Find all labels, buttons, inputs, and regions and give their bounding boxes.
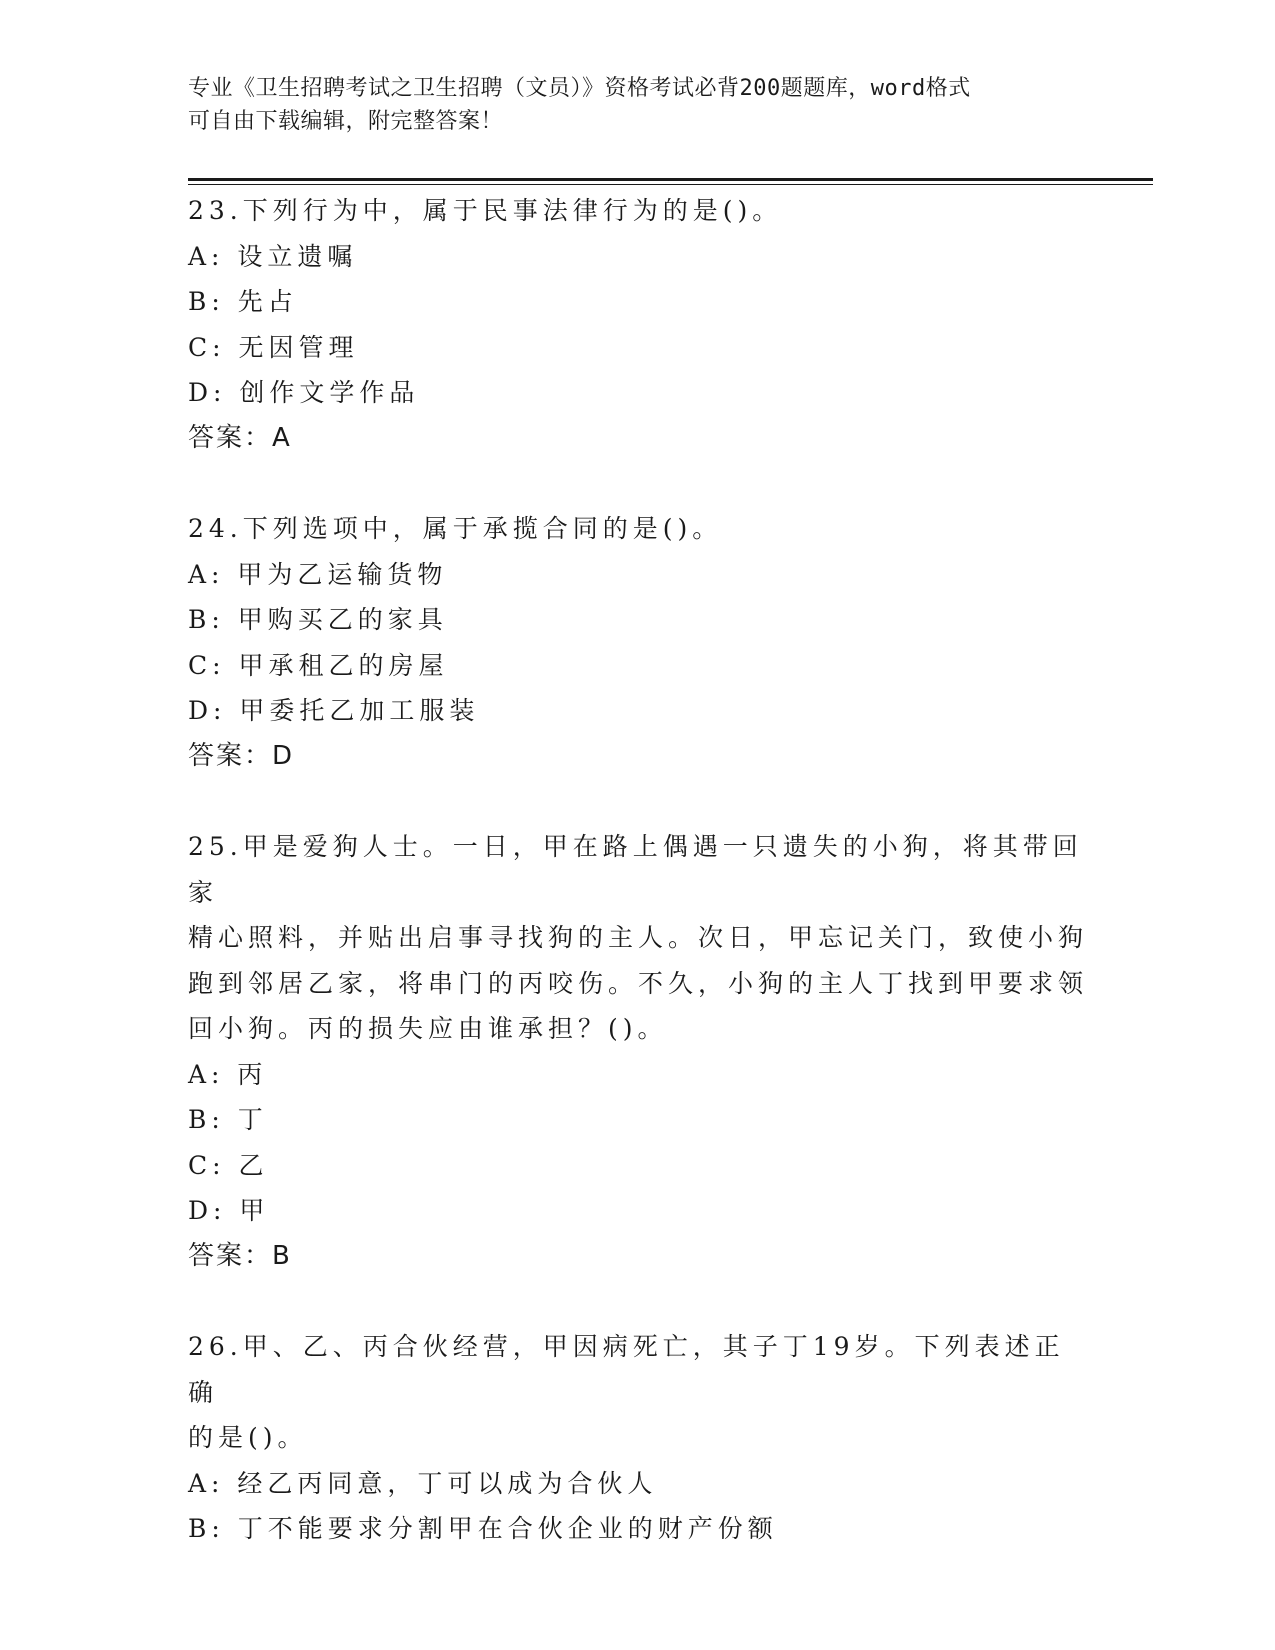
question-text-line-3: 跑到邻居乙家，将串门的丙咬伤。不久，小狗的主人丁找到甲要求领 (188, 968, 1089, 998)
question-23 (188, 188, 1088, 461)
header-line-2: 可自由下载编辑，附完整答案！ (188, 109, 504, 134)
answer: 答案：B (188, 1240, 292, 1271)
answer: 答案：A (188, 422, 292, 453)
question-24 (188, 506, 1088, 779)
answer: 答案：D (188, 740, 295, 771)
option-b: B: 丁不能要求分割甲在合伙企业的财产份额 (188, 1514, 778, 1543)
option-d: D: 甲委托乙加工服装 (188, 696, 480, 725)
option-a: A: 丙 (188, 1059, 268, 1089)
question-text-line-1: 26.甲、乙、丙合伙经营，甲因病死亡，其子丁19岁。下列表述正确 (188, 1332, 1065, 1407)
option-b: B: 甲购买乙的家具 (188, 605, 448, 634)
header-line-1: 专业《卫生招聘考试之卫生招聘（文员）》资格考试必背200题题库，word格式 (188, 76, 971, 101)
question-text-line-2: 精心照料，并贴出启事寻找狗的主人。次日，甲忘记关门，致使小狗 (188, 923, 1089, 952)
question-list (188, 188, 1088, 1597)
option-c: C: 甲承租乙的房屋 (188, 650, 449, 680)
question-text: 23.下列行为中，属于民事法律行为的是()。 (188, 196, 783, 225)
document-header (188, 72, 1068, 138)
question-text-line-4: 回小狗。丙的损失应由谁承担？()。 (188, 1014, 668, 1043)
option-b: B: 丁 (188, 1105, 268, 1134)
option-c: C: 无因管理 (188, 332, 359, 362)
option-d: D: 创作文学作品 (188, 378, 420, 407)
question-text-line-2: 的是()。 (188, 1423, 308, 1452)
option-a: A: 设立遗嘱 (188, 241, 358, 271)
option-b: B: 先占 (188, 287, 298, 316)
header-rule-thin (188, 184, 1153, 185)
option-d: D: 甲 (188, 1196, 270, 1225)
header-rule-thick (188, 178, 1153, 181)
question-text: 24.下列选项中，属于承揽合同的是()。 (188, 514, 723, 543)
option-a: A: 经乙丙同意，丁可以成为合伙人 (188, 1468, 658, 1498)
question-26 (188, 1324, 1088, 1552)
option-c: C: 乙 (188, 1150, 269, 1180)
option-a: A: 甲为乙运输货物 (188, 559, 448, 589)
question-text-line-1: 25.甲是爱狗人士。一日，甲在路上偶遇一只遗失的小狗，将其带回家 (188, 832, 1083, 907)
question-25 (188, 824, 1088, 1279)
